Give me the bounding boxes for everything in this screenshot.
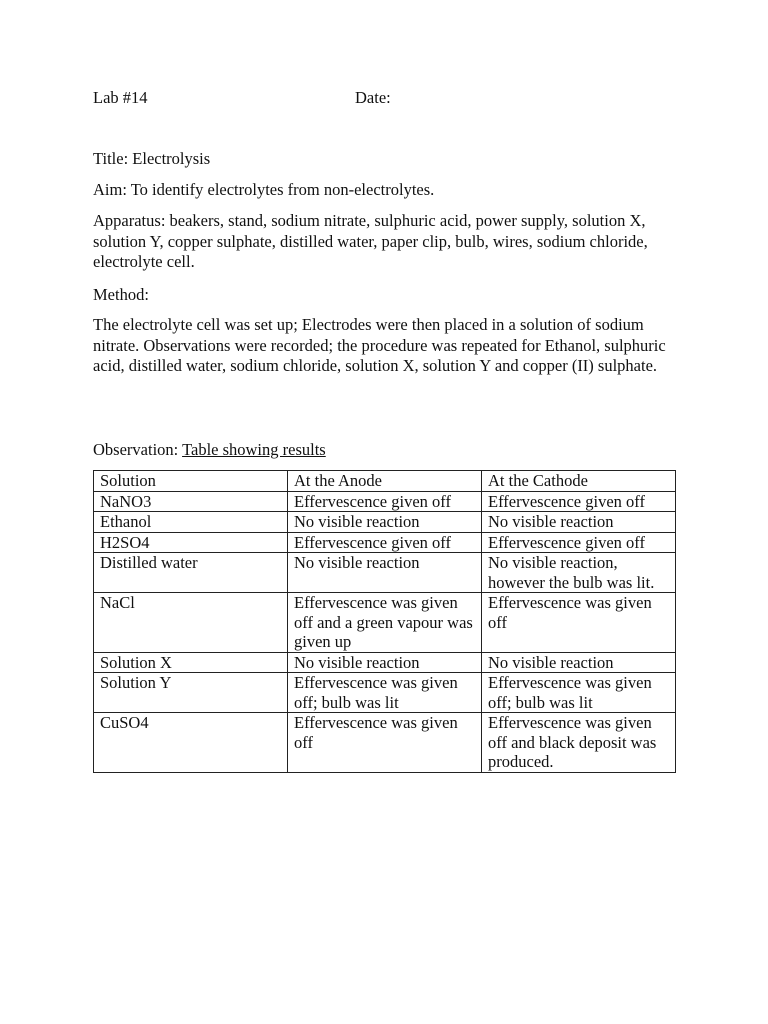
date-label: Date: xyxy=(355,88,391,107)
aim-text: Aim: To identify electrolytes from non-electrolytes. xyxy=(93,180,435,199)
cathode-cell: Effervescence given off xyxy=(482,532,676,553)
solution-cell: Solution Y xyxy=(94,673,288,713)
cathode-cell: Effervescence given off xyxy=(482,491,676,512)
method-heading: Method: xyxy=(93,285,149,304)
table-caption: Table showing results xyxy=(182,440,326,459)
anode-cell: Effervescence given off xyxy=(288,532,482,553)
table-row xyxy=(94,553,676,593)
cathode-cell: Effervescence was given off xyxy=(482,593,676,653)
observation-line xyxy=(93,440,683,461)
solution-cell: CuSO4 xyxy=(94,713,288,773)
solution-cell: NaNO3 xyxy=(94,491,288,512)
method-text: The electrolyte cell was set up; Electrodes were then placed in a solution of sodium nitrate. Observations were recorded; the procedure was repeated for Ethanol, sulphuric acid, distilled water, sodium chloride, solution X, solution Y and copper (II) sulphate. xyxy=(93,315,666,375)
cathode-cell: No visible reaction xyxy=(482,512,676,533)
solution-cell: Solution X xyxy=(94,652,288,673)
header-cell-cathode: At the Cathode xyxy=(482,471,676,492)
lab-number: Lab #14 xyxy=(93,88,148,107)
table-row xyxy=(94,713,676,773)
anode-cell: Effervescence was given off; bulb was lit xyxy=(288,673,482,713)
observation-label: Observation: xyxy=(93,440,183,459)
solution-cell: H2SO4 xyxy=(94,532,288,553)
anode-cell: No visible reaction xyxy=(288,512,482,533)
anode-cell: Effervescence given off xyxy=(288,491,482,512)
header-cell-anode: At the Anode xyxy=(288,471,482,492)
anode-cell: No visible reaction xyxy=(288,553,482,593)
table-row xyxy=(94,652,676,673)
results-table xyxy=(93,470,676,773)
anode-cell: Effervescence was given off xyxy=(288,713,482,773)
cathode-cell: No visible reaction, however the bulb was lit. xyxy=(482,553,676,593)
table-row xyxy=(94,673,676,713)
anode-cell: No visible reaction xyxy=(288,652,482,673)
cathode-cell: Effervescence was given off and black deposit was produced. xyxy=(482,713,676,773)
table-row xyxy=(94,491,676,512)
solution-cell: Ethanol xyxy=(94,512,288,533)
document-title: Title: Electrolysis xyxy=(93,149,211,168)
header-cell-solution: Solution xyxy=(94,471,288,492)
cathode-cell: No visible reaction xyxy=(482,652,676,673)
apparatus-text: Apparatus: beakers, stand, sodium nitrate, sulphuric acid, power supply, solution X, solution Y, copper sulphate, distilled water, paper clip, bulb, wires, sodium chloride, electrolyte cell. xyxy=(93,211,648,271)
table-row xyxy=(94,512,676,533)
table-header-row xyxy=(94,471,676,492)
table-row xyxy=(94,593,676,653)
anode-cell: Effervescence was given off and a green vapour was given up xyxy=(288,593,482,653)
solution-cell: NaCl xyxy=(94,593,288,653)
solution-cell: Distilled water xyxy=(94,553,288,593)
table-row xyxy=(94,532,676,553)
cathode-cell: Effervescence was given off; bulb was lit xyxy=(482,673,676,713)
